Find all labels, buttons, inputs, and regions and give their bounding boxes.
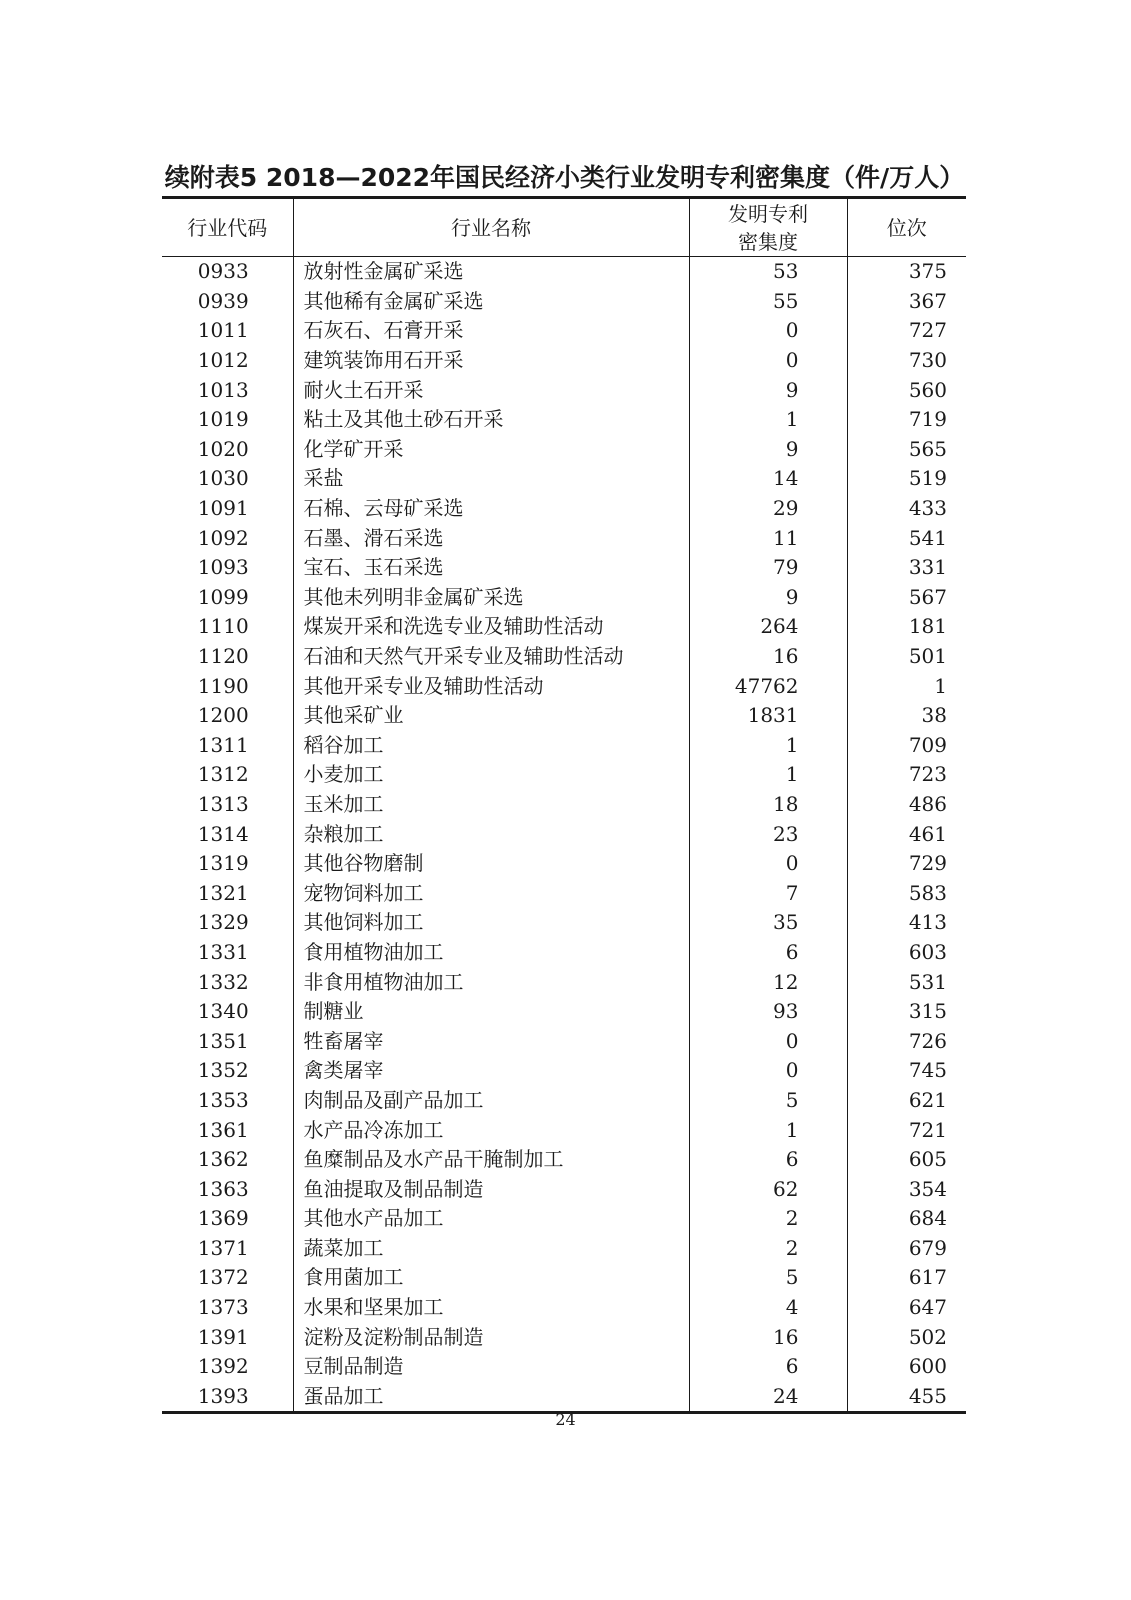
industry-code-cell: 1020 bbox=[197, 436, 249, 461]
industry-name-cell: 蔬菜加工 bbox=[293, 1234, 689, 1264]
patent-density-cell: 47762 bbox=[689, 671, 847, 701]
industry-name-cell: 水果和坚果加工 bbox=[293, 1293, 689, 1323]
rank-cell: 679 bbox=[847, 1234, 966, 1264]
industry-code-cell: 0933 bbox=[197, 259, 249, 284]
patent-density-cell: 55 bbox=[689, 287, 847, 317]
industry-name-cell: 蛋品加工 bbox=[293, 1382, 689, 1413]
patent-density-cell: 0 bbox=[689, 1056, 847, 1086]
table-row bbox=[162, 1293, 966, 1323]
industry-code-cell: 1092 bbox=[197, 525, 249, 550]
industry-code-cell: 1313 bbox=[197, 791, 249, 816]
rank-cell: 455 bbox=[847, 1382, 966, 1413]
table-header-row bbox=[162, 198, 966, 257]
table-row bbox=[162, 287, 966, 317]
patent-density-cell: 23 bbox=[689, 819, 847, 849]
industry-code-cell: 0939 bbox=[197, 288, 249, 313]
rank-cell: 729 bbox=[847, 849, 966, 879]
patent-density-cell: 9 bbox=[689, 375, 847, 405]
page-number: 24 bbox=[555, 1410, 576, 1429]
table-row bbox=[162, 1026, 966, 1056]
table-body bbox=[162, 257, 966, 1413]
rank-cell: 567 bbox=[847, 583, 966, 613]
patent-density-cell: 1 bbox=[689, 405, 847, 435]
industry-name-cell: 食用植物油加工 bbox=[293, 938, 689, 968]
industry-code-cell: 1110 bbox=[197, 614, 249, 639]
patent-density-cell: 0 bbox=[689, 316, 847, 346]
rank-cell: 486 bbox=[847, 790, 966, 820]
patent-density-cell: 62 bbox=[689, 1174, 847, 1204]
rank-cell: 461 bbox=[847, 819, 966, 849]
patent-density-cell: 18 bbox=[689, 790, 847, 820]
industry-name-cell: 石灰石、石膏开采 bbox=[293, 316, 689, 346]
patent-density-cell: 1831 bbox=[689, 701, 847, 731]
rank-cell: 621 bbox=[847, 1086, 966, 1116]
patent-density-cell: 0 bbox=[689, 346, 847, 376]
industry-code-cell: 1351 bbox=[197, 1028, 249, 1053]
patent-density-cell: 6 bbox=[689, 938, 847, 968]
table-row bbox=[162, 731, 966, 761]
industry-name-cell: 非食用植物油加工 bbox=[293, 967, 689, 997]
table-row bbox=[162, 1086, 966, 1116]
table-row bbox=[162, 1145, 966, 1175]
rank-cell: 684 bbox=[847, 1204, 966, 1234]
table-row bbox=[162, 553, 966, 583]
industry-code-cell: 1013 bbox=[197, 377, 249, 402]
industry-name-cell: 水产品冷冻加工 bbox=[293, 1115, 689, 1145]
table-row bbox=[162, 1056, 966, 1086]
header-patent-density-line2: 密集度 bbox=[738, 229, 798, 254]
industry-code-cell: 1332 bbox=[197, 969, 249, 994]
table-row bbox=[162, 494, 966, 524]
industry-code-cell: 1012 bbox=[197, 348, 249, 373]
table-row bbox=[162, 790, 966, 820]
industry-name-cell: 鱼油提取及制品制造 bbox=[293, 1174, 689, 1204]
patent-density-cell: 16 bbox=[689, 1322, 847, 1352]
rank-cell: 726 bbox=[847, 1026, 966, 1056]
header-patent-density-line1: 发明专利 bbox=[728, 201, 808, 226]
patent-density-cell: 9 bbox=[689, 583, 847, 613]
table-row bbox=[162, 967, 966, 997]
industry-name-cell: 其他开采专业及辅助性活动 bbox=[293, 671, 689, 701]
patent-density-cell: 4 bbox=[689, 1293, 847, 1323]
industry-name-cell: 食用菌加工 bbox=[293, 1263, 689, 1293]
rank-cell: 367 bbox=[847, 287, 966, 317]
rank-cell: 413 bbox=[847, 908, 966, 938]
rank-cell: 603 bbox=[847, 938, 966, 968]
industry-name-cell: 石墨、滑石采选 bbox=[293, 523, 689, 553]
rank-cell: 541 bbox=[847, 523, 966, 553]
patent-density-cell: 16 bbox=[689, 642, 847, 672]
rank-cell: 565 bbox=[847, 435, 966, 465]
table-title: 续附表5 2018—2022年国民经济小类行业发明专利密集度（件/万人） bbox=[164, 163, 965, 192]
rank-cell: 433 bbox=[847, 494, 966, 524]
patent-density-cell: 1 bbox=[689, 1115, 847, 1145]
industry-name-cell: 禽类屠宰 bbox=[293, 1056, 689, 1086]
industry-name-cell: 淀粉及淀粉制品制造 bbox=[293, 1322, 689, 1352]
industry-code-cell: 1011 bbox=[197, 318, 249, 343]
industry-code-cell: 1329 bbox=[197, 910, 249, 935]
industry-code-cell: 1319 bbox=[197, 851, 249, 876]
patent-density-cell: 0 bbox=[689, 1026, 847, 1056]
patent-density-cell: 7 bbox=[689, 878, 847, 908]
industry-name-cell: 建筑装饰用石开采 bbox=[293, 346, 689, 376]
industry-name-cell: 化学矿开采 bbox=[293, 435, 689, 465]
industry-name-cell: 鱼糜制品及水产品干腌制加工 bbox=[293, 1145, 689, 1175]
table-row bbox=[162, 849, 966, 879]
rank-cell: 501 bbox=[847, 642, 966, 672]
rank-cell: 560 bbox=[847, 375, 966, 405]
table-row bbox=[162, 1234, 966, 1264]
patent-density-cell: 35 bbox=[689, 908, 847, 938]
header-industry-name: 行业名称 bbox=[293, 198, 689, 257]
industry-name-cell: 耐火土石开采 bbox=[293, 375, 689, 405]
table-row bbox=[162, 1382, 966, 1413]
industry-name-cell: 肉制品及副产品加工 bbox=[293, 1086, 689, 1116]
table-row bbox=[162, 819, 966, 849]
table-row bbox=[162, 1263, 966, 1293]
table-row bbox=[162, 642, 966, 672]
rank-cell: 331 bbox=[847, 553, 966, 583]
rank-cell: 727 bbox=[847, 316, 966, 346]
table-row bbox=[162, 938, 966, 968]
industry-name-cell: 玉米加工 bbox=[293, 790, 689, 820]
patent-density-cell: 24 bbox=[689, 1382, 847, 1413]
industry-code-cell: 1200 bbox=[197, 703, 249, 728]
rank-cell: 354 bbox=[847, 1174, 966, 1204]
industry-name-cell: 杂粮加工 bbox=[293, 819, 689, 849]
industry-name-cell: 其他饲料加工 bbox=[293, 908, 689, 938]
industry-code-cell: 1314 bbox=[197, 821, 249, 846]
industry-code-cell: 1393 bbox=[197, 1383, 249, 1408]
rank-cell: 1 bbox=[847, 671, 966, 701]
industry-name-cell: 其他采矿业 bbox=[293, 701, 689, 731]
patent-density-cell: 12 bbox=[689, 967, 847, 997]
industry-name-cell: 豆制品制造 bbox=[293, 1352, 689, 1382]
industry-name-cell: 稻谷加工 bbox=[293, 731, 689, 761]
table-row bbox=[162, 1352, 966, 1382]
table-row bbox=[162, 760, 966, 790]
patent-density-cell: 79 bbox=[689, 553, 847, 583]
header-industry-code: 行业代码 bbox=[187, 215, 268, 240]
industry-code-cell: 1353 bbox=[197, 1087, 249, 1112]
rank-cell: 719 bbox=[847, 405, 966, 435]
table-row bbox=[162, 375, 966, 405]
industry-name-cell: 煤炭开采和洗选专业及辅助性活动 bbox=[293, 612, 689, 642]
rank-cell: 709 bbox=[847, 731, 966, 761]
table-row bbox=[162, 878, 966, 908]
rank-cell: 730 bbox=[847, 346, 966, 376]
table-row bbox=[162, 257, 966, 287]
rank-cell: 745 bbox=[847, 1056, 966, 1086]
industry-code-cell: 1190 bbox=[197, 673, 249, 698]
patent-density-cell: 5 bbox=[689, 1263, 847, 1293]
industry-name-cell: 放射性金属矿采选 bbox=[293, 257, 689, 287]
industry-name-cell: 其他未列明非金属矿采选 bbox=[293, 583, 689, 613]
industry-name-cell: 牲畜屠宰 bbox=[293, 1026, 689, 1056]
rank-cell: 181 bbox=[847, 612, 966, 642]
table-row bbox=[162, 583, 966, 613]
industry-code-cell: 1030 bbox=[197, 466, 249, 491]
industry-name-cell: 其他水产品加工 bbox=[293, 1204, 689, 1234]
patent-density-cell: 264 bbox=[689, 612, 847, 642]
table-row bbox=[162, 464, 966, 494]
industry-code-cell: 1321 bbox=[197, 880, 249, 905]
patent-density-cell: 14 bbox=[689, 464, 847, 494]
patent-density-cell: 11 bbox=[689, 523, 847, 553]
industry-name-cell: 其他谷物磨制 bbox=[293, 849, 689, 879]
header-patent-density bbox=[689, 198, 847, 257]
industry-code-cell: 1371 bbox=[197, 1235, 249, 1260]
rank-cell: 723 bbox=[847, 760, 966, 790]
industry-code-cell: 1361 bbox=[197, 1117, 249, 1142]
rank-cell: 721 bbox=[847, 1115, 966, 1145]
table-row bbox=[162, 405, 966, 435]
table-row bbox=[162, 701, 966, 731]
industry-name-cell: 宠物饲料加工 bbox=[293, 878, 689, 908]
table-row bbox=[162, 1322, 966, 1352]
patent-density-cell: 6 bbox=[689, 1352, 847, 1382]
industry-name-cell: 宝石、玉石采选 bbox=[293, 553, 689, 583]
patent-density-cell: 29 bbox=[689, 494, 847, 524]
industry-name-cell: 石棉、云母矿采选 bbox=[293, 494, 689, 524]
rank-cell: 315 bbox=[847, 997, 966, 1027]
industry-code-cell: 1019 bbox=[197, 407, 249, 432]
table-row bbox=[162, 316, 966, 346]
rank-cell: 600 bbox=[847, 1352, 966, 1382]
rank-cell: 583 bbox=[847, 878, 966, 908]
industry-code-cell: 1363 bbox=[197, 1176, 249, 1201]
table-row bbox=[162, 346, 966, 376]
industry-name-cell: 制糖业 bbox=[293, 997, 689, 1027]
patent-density-cell: 93 bbox=[689, 997, 847, 1027]
rank-cell: 519 bbox=[847, 464, 966, 494]
rank-cell: 375 bbox=[847, 257, 966, 287]
industry-name-cell: 粘土及其他土砂石开采 bbox=[293, 405, 689, 435]
industry-code-cell: 1312 bbox=[197, 762, 249, 787]
header-rank: 位次 bbox=[847, 198, 966, 257]
patent-density-cell: 2 bbox=[689, 1204, 847, 1234]
table-row bbox=[162, 997, 966, 1027]
industry-code-cell: 1091 bbox=[197, 496, 249, 521]
industry-name-cell: 石油和天然气开采专业及辅助性活动 bbox=[293, 642, 689, 672]
industry-patent-density-table bbox=[162, 196, 966, 1414]
table-row bbox=[162, 612, 966, 642]
industry-code-cell: 1093 bbox=[197, 555, 249, 580]
rank-cell: 531 bbox=[847, 967, 966, 997]
industry-code-cell: 1099 bbox=[197, 584, 249, 609]
industry-code-cell: 1373 bbox=[197, 1295, 249, 1320]
industry-name-cell: 小麦加工 bbox=[293, 760, 689, 790]
industry-code-cell: 1369 bbox=[197, 1206, 249, 1231]
industry-code-cell: 1352 bbox=[197, 1058, 249, 1083]
industry-code-cell: 1331 bbox=[197, 939, 249, 964]
industry-code-cell: 1340 bbox=[197, 999, 249, 1024]
table-row bbox=[162, 671, 966, 701]
patent-density-cell: 1 bbox=[689, 760, 847, 790]
industry-code-cell: 1392 bbox=[197, 1354, 249, 1379]
rank-cell: 617 bbox=[847, 1263, 966, 1293]
industry-code-cell: 1391 bbox=[197, 1324, 249, 1349]
rank-cell: 502 bbox=[847, 1322, 966, 1352]
rank-cell: 647 bbox=[847, 1293, 966, 1323]
rank-cell: 605 bbox=[847, 1145, 966, 1175]
industry-code-cell: 1120 bbox=[197, 644, 249, 669]
industry-name-cell: 采盐 bbox=[293, 464, 689, 494]
industry-name-cell: 其他稀有金属矿采选 bbox=[293, 287, 689, 317]
patent-density-cell: 53 bbox=[689, 257, 847, 287]
table-row bbox=[162, 1115, 966, 1145]
patent-density-cell: 1 bbox=[689, 731, 847, 761]
table-row bbox=[162, 1204, 966, 1234]
industry-code-cell: 1372 bbox=[197, 1265, 249, 1290]
patent-density-cell: 0 bbox=[689, 849, 847, 879]
table-row bbox=[162, 435, 966, 465]
table-row bbox=[162, 1174, 966, 1204]
industry-code-cell: 1311 bbox=[197, 732, 249, 757]
patent-density-cell: 5 bbox=[689, 1086, 847, 1116]
table-row bbox=[162, 908, 966, 938]
patent-density-cell: 6 bbox=[689, 1145, 847, 1175]
industry-code-cell: 1362 bbox=[197, 1147, 249, 1172]
table-row bbox=[162, 523, 966, 553]
rank-cell: 38 bbox=[847, 701, 966, 731]
patent-density-cell: 9 bbox=[689, 435, 847, 465]
patent-density-cell: 2 bbox=[689, 1234, 847, 1264]
